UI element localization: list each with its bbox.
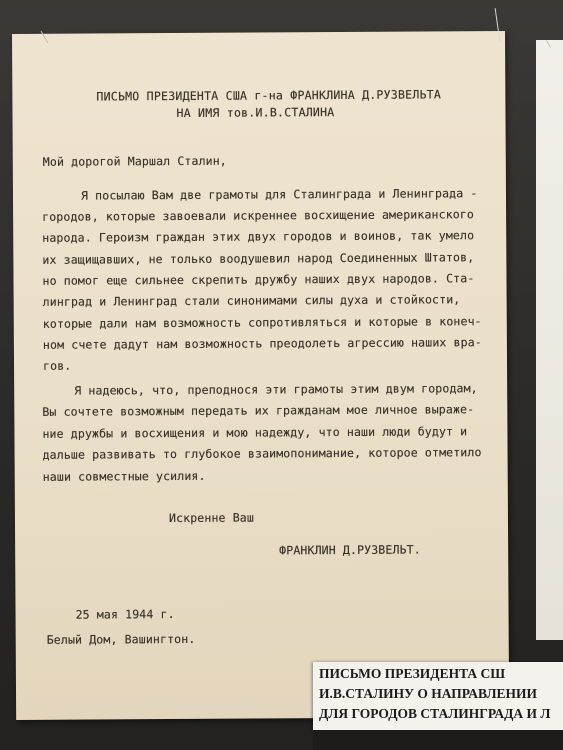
letter-body-line: линград и Ленинград стали синонимами силы духа и стойкости, [42, 292, 461, 309]
caption-line-3: ДЛЯ ГОРОДОВ СТАЛИНГРАДА И Л [319, 706, 551, 721]
letter-body-line: Я надеюсь, что, преподнося эти грамоты этим двум городам, [74, 381, 478, 398]
letter-signature: ФРАНКЛИН Д.РУЗВЕЛЬТ. [279, 542, 421, 558]
letter-title-line-1: ПИСЬМО ПРЕЗИДЕНТА США г-на ФРАНКЛИНА Д.РУЗВЕЛЬТА [96, 87, 442, 104]
letter-body-line: наши совместные усилия. [42, 468, 206, 484]
caption-plate-lower-edge [313, 730, 563, 750]
exhibit-caption-plate [313, 662, 563, 730]
letter-sheet [12, 31, 509, 720]
letter-place: Белый Дом, Вашингтон. [46, 631, 196, 647]
letter-body-line: дальше развивать то глубокое взаимопонимание, которое отметило [42, 445, 482, 462]
letter-body-line: ном счете дадут нам возможность преодолеть агрессию наших вра- [42, 335, 482, 352]
letter-body-line: Я посылаю Вам две грамоты для Сталинграда и Ленинграда - [80, 186, 478, 203]
letter-body-line: народа. Героизм граждан этих двух городов и воинов, так умело [42, 228, 475, 245]
caption-line-2: И.В.СТАЛИНУ О НАПРАВЛЕНИИ [319, 686, 538, 701]
letter-body-line: городов, которые завоевали искреннее восхищение американского [42, 207, 475, 224]
letter-body-line: гов. [42, 358, 72, 373]
letter-body-line: Вы сочтете возможным передать их гражданам мое личное выраже- [42, 402, 475, 419]
letter-closing: Искренне Ваш [168, 510, 254, 526]
caption-line-1: ПИСЬМО ПРЕЗИДЕНТА СШ [319, 666, 506, 681]
letter-body-line: которые дали нам возможность сопротивляться и которые в конеч- [42, 314, 482, 331]
letter-date: 25 мая 1944 г. [75, 607, 175, 622]
adjacent-document-edge [536, 40, 563, 640]
letter-body-line: но помог еще сильнее скрепить дружбу наших двух народов. Ста- [42, 271, 475, 288]
letter-body-line: ние дружбы и восхищения и мою надежду, что наши люди будут и [42, 424, 468, 441]
letter-title-line-2: НА ИМЯ тов.И.В.СТАЛИНА [176, 105, 335, 120]
letter-body-line: их защищавших, не только воодушевил народ Соединенных Штатов, [42, 250, 475, 267]
letter-salutation: Мой дорогой Маршал Сталин, [42, 153, 227, 169]
